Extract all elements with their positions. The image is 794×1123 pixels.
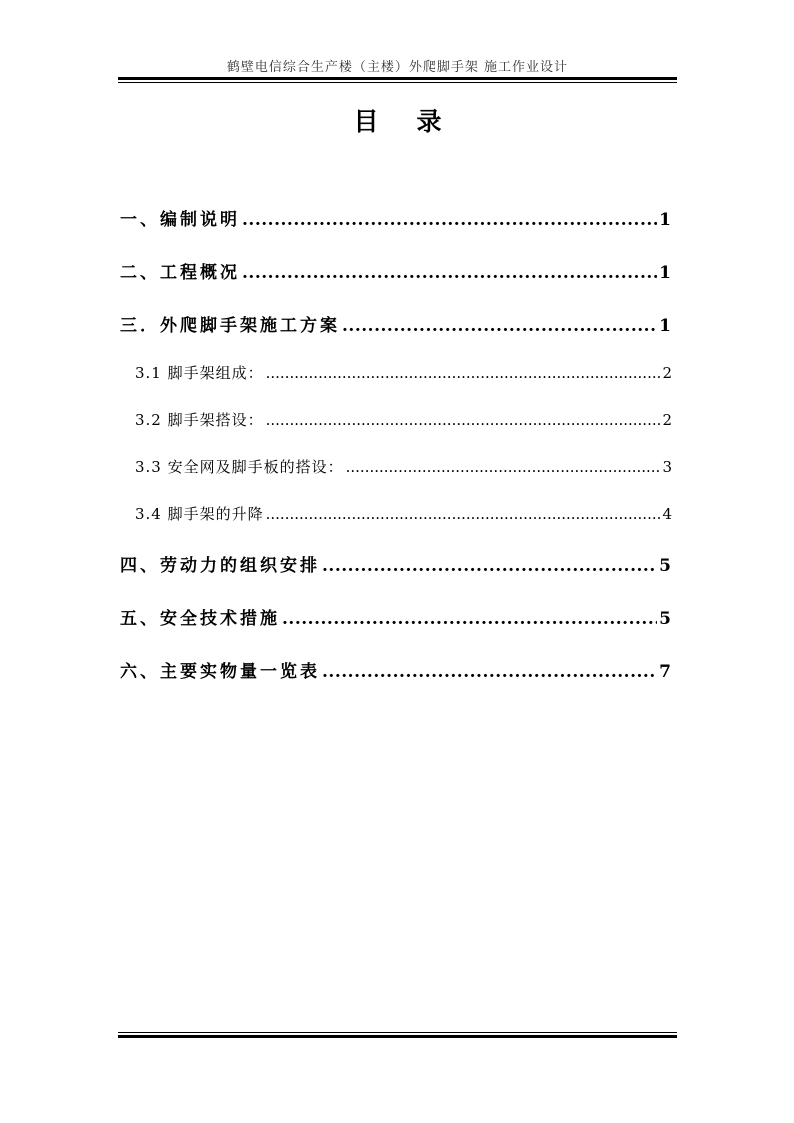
toc-leader-dots — [242, 263, 657, 283]
toc-entry-label: 四、劳动力的组织安排 — [120, 556, 320, 576]
toc-entry-page: 5 — [659, 556, 671, 576]
toc-entry-page: 4 — [662, 505, 672, 523]
footer-rule-thick — [118, 1035, 677, 1038]
toc-entry[interactable] — [135, 362, 672, 383]
toc-leader-dots — [346, 458, 661, 476]
toc-entry-page: 1 — [659, 316, 671, 336]
toc-entry[interactable] — [135, 503, 672, 524]
toc-entry[interactable] — [120, 657, 671, 682]
toc-heading: 目录 — [353, 107, 480, 136]
toc-entry-label: 三．外爬脚手架施工方案 — [120, 316, 340, 336]
toc-entry[interactable] — [120, 258, 671, 283]
toc-leader-dots — [282, 609, 657, 629]
toc-entry-page: 2 — [662, 364, 672, 382]
toc-entry[interactable] — [120, 205, 671, 230]
toc-leader-dots — [266, 364, 661, 382]
document-header-title: 鹤壁电信综合生产楼（主楼）外爬脚手架 施工作业设计 — [226, 60, 569, 75]
toc-entry-label: 3.2 脚手架搭设： — [135, 411, 264, 429]
toc-entry-label: 六、主要实物量一览表 — [120, 662, 320, 682]
toc-entry-label: 五、安全技术措施 — [120, 609, 280, 629]
header-rule-thick — [118, 77, 677, 80]
toc-entry-page: 5 — [659, 609, 671, 629]
toc-entry[interactable] — [120, 311, 671, 336]
toc-entry[interactable] — [135, 456, 672, 477]
toc-leader-dots — [242, 210, 657, 230]
header-rule-thin — [118, 82, 677, 83]
toc-entry-page: 1 — [659, 210, 671, 230]
footer-rule-thin — [118, 1032, 677, 1033]
toc-entry-page: 7 — [659, 662, 671, 682]
toc-entry[interactable] — [120, 551, 671, 576]
toc-entry[interactable] — [135, 409, 672, 430]
toc-leader-dots — [266, 505, 661, 523]
toc-entry-label: 3.1 脚手架组成： — [135, 364, 264, 382]
toc-leader-dots — [342, 316, 657, 336]
toc-leader-dots — [322, 662, 657, 682]
toc-entry-page: 2 — [662, 411, 672, 429]
toc-entry-label: 3.3 安全网及脚手板的搭设： — [135, 458, 344, 476]
toc-entry-page: 3 — [662, 458, 672, 476]
toc-entry-page: 1 — [659, 263, 671, 283]
toc-entry-label: 二、工程概况 — [120, 263, 240, 283]
toc-leader-dots — [322, 556, 657, 576]
toc-entry-label: 一、编制说明 — [120, 210, 240, 230]
toc-entry-label: 3.4 脚手架的升降 — [135, 505, 264, 523]
toc-leader-dots — [266, 411, 661, 429]
toc-entry[interactable] — [120, 604, 671, 629]
